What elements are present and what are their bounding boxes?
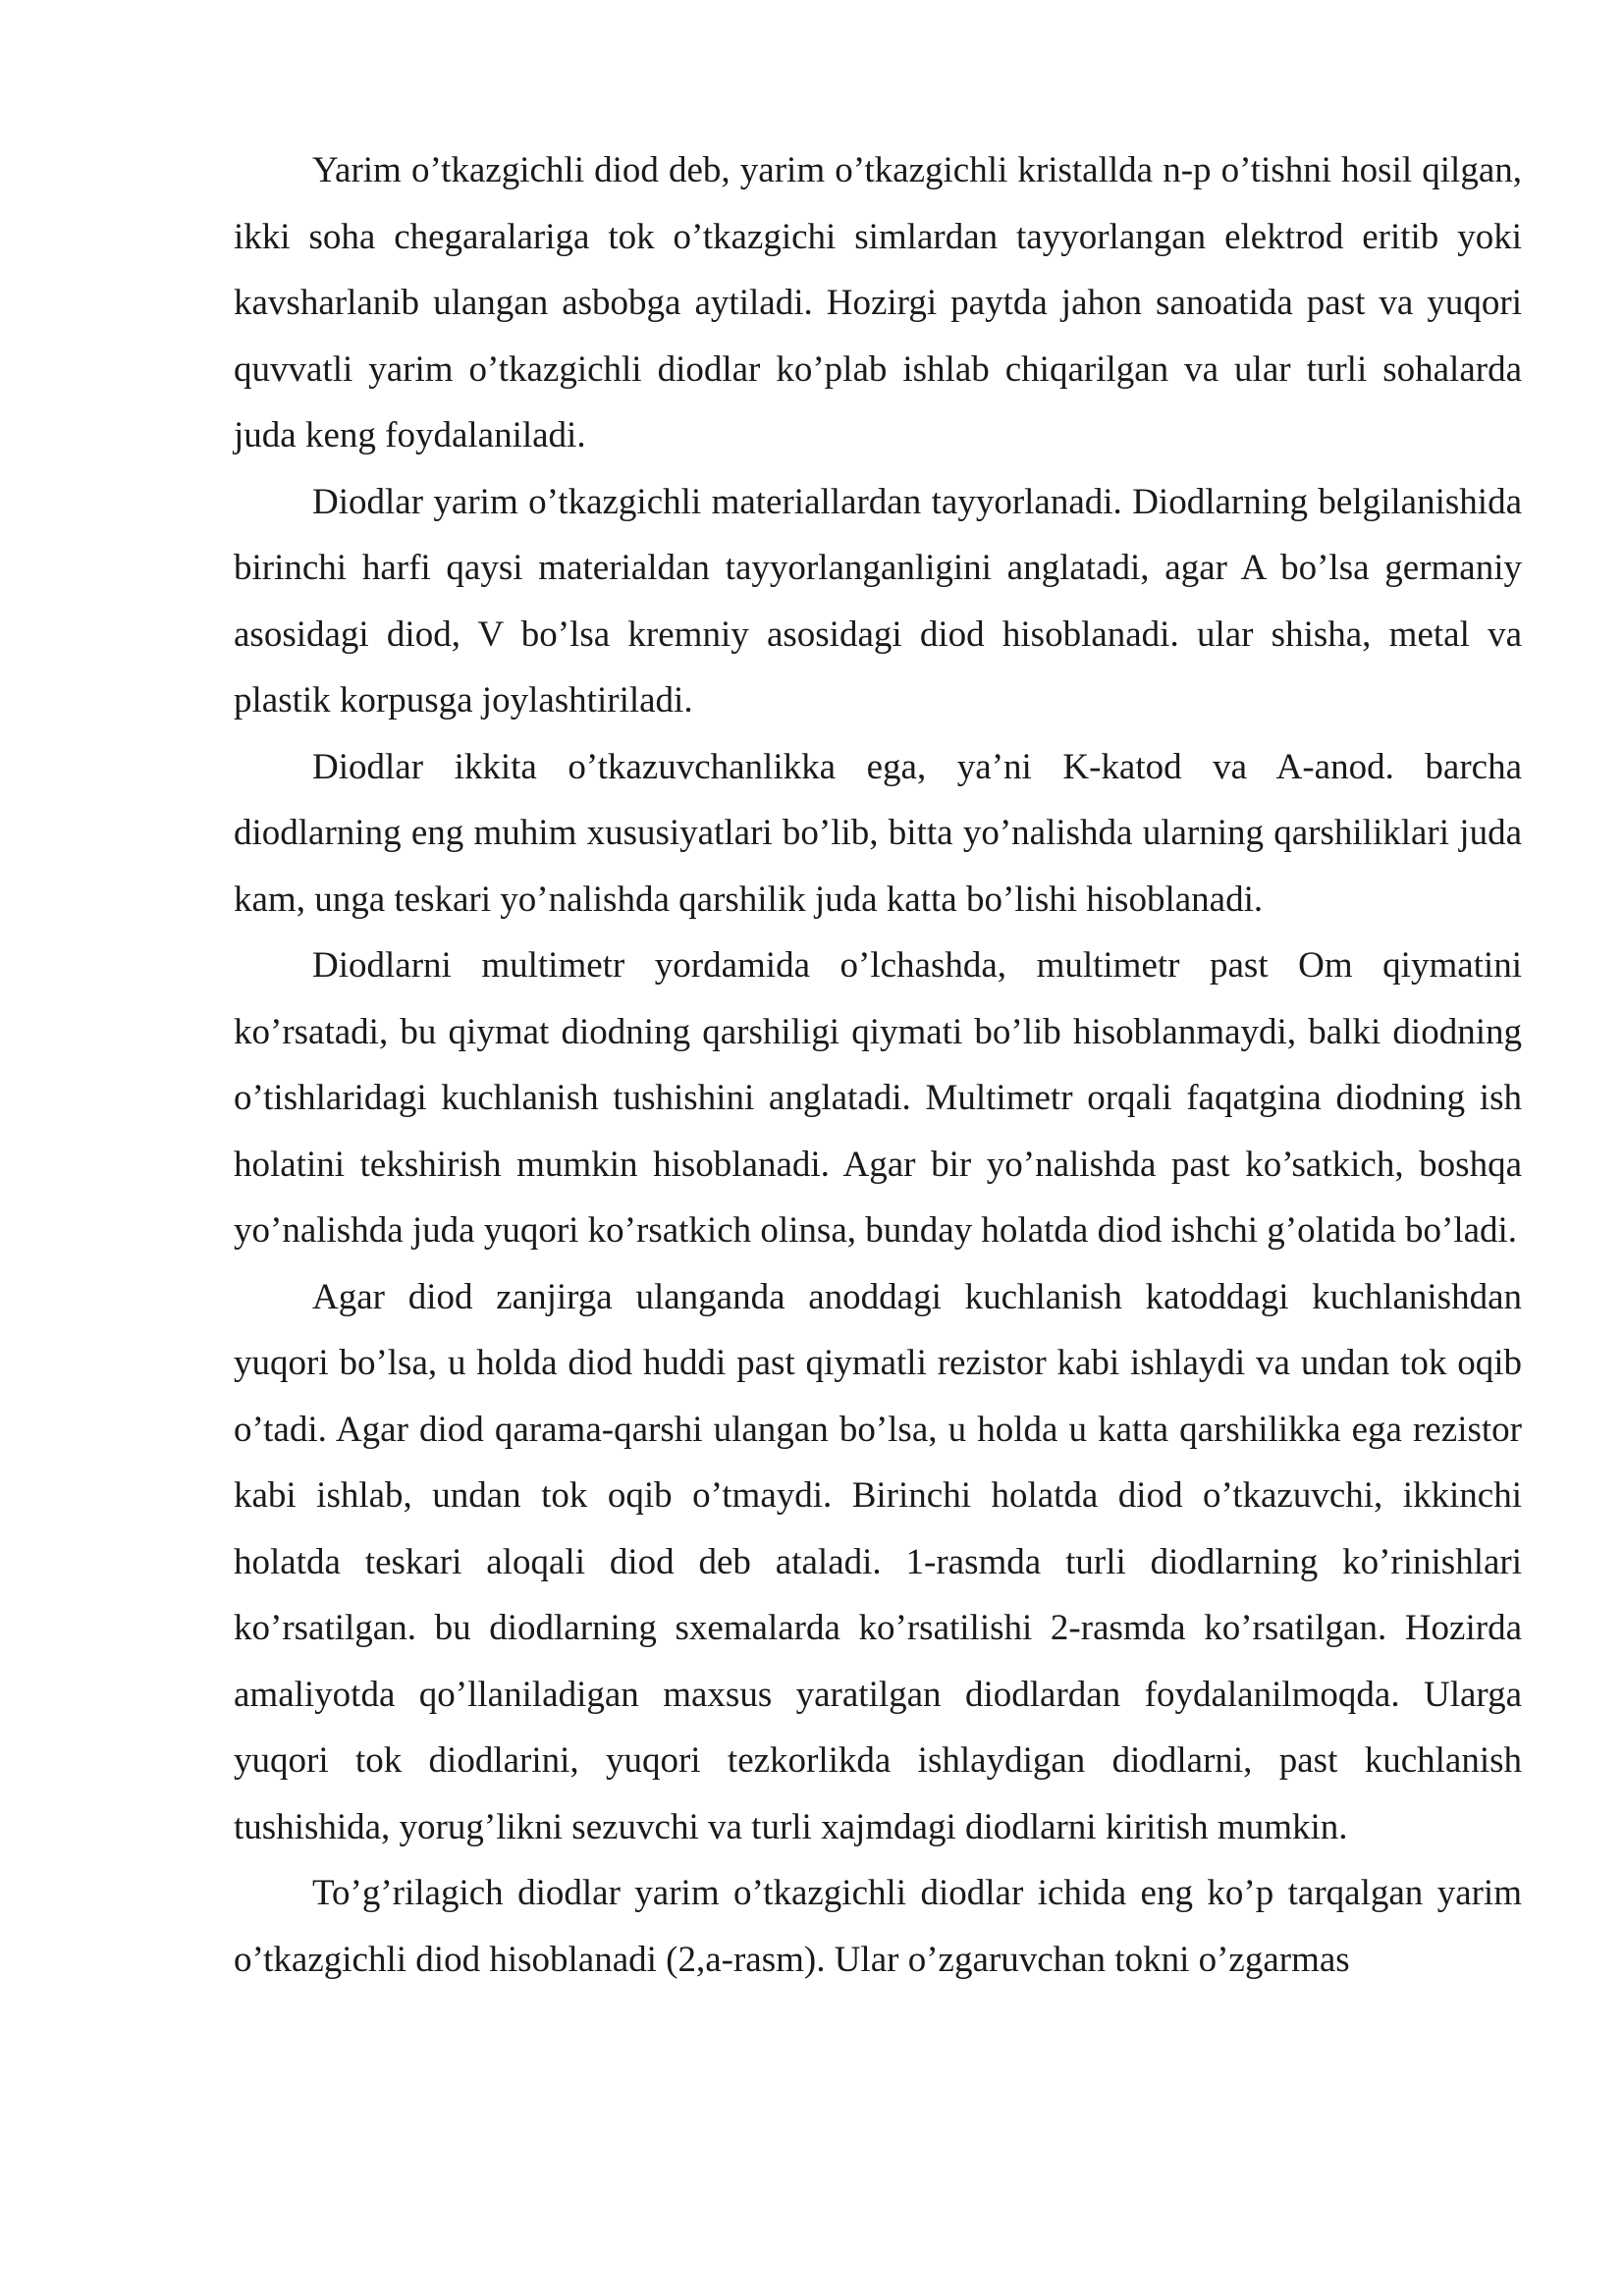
paragraph-diode-conductivity: Diodlar ikkita o’tkazuvchanlikka ega, ya’ni K-katod va A-anod. barcha diodlarning eng muhim xususiyatlari bo’lib, bitta yo’nalishda ularning qarshiliklari juda kam, unga teskari yo’nalishda qarshilik juda katta bo’lishi hisoblanadi. [234, 746, 1522, 920]
paragraph-diode-definition: Yarim o’tkazgichli diod deb, yarim o’tkazgichli kristallda n-p o’tishni hosil qilgan, ikki soha chegaralariga tok o’tkazgichi simlardan tayyorlangan elektrod eritib yoki kavsharlanib ulangan asbobga aytiladi. Hozirgi paytda jahon sanoatida past va yuqori quvvatli yarim o’tkazgichli diodlar ko’plab ishlab chiqarilgan va ular turli sohalarda juda keng foydalaniladi. [234, 150, 1522, 455]
paragraph-diode-circuit-behavior: Agar diod zanjirga ulanganda anoddagi kuchlanish katoddagi kuchlanishdan yuqori bo’lsa, u holda diod huddi past qiymatli rezistor kabi ishlaydi va undan tok oqib o’tadi. Agar diod qarama-qarshi ulangan bo’lsa, u holda u katta qarshilikka ega rezistor kabi ishlab, undan tok oqib o’tmaydi. Birinchi holatda diod o’tkazuvchi, ikkinchi holatda teskari aloqali diod deb ataladi. 1-rasmda turli diodlarning ko’rinishlari ko’rsatilgan. bu diodlarning sxemalarda ko’rsatilishi 2-rasmda ko’rsatilgan. Hozirda amaliyotda qo’llaniladigan maxsus yaratilgan diodlardan foydalanilmoqda. Ularga yuqori tok diodlarini, yuqori tezkorlikda ishlaydigan diodlarni, past kuchlanish tushishida, yorug’likni sezuvchi va turli xajmdagi diodlarni kiritish mumkin. [234, 1276, 1522, 1847]
document-page [234, 137, 1522, 1993]
paragraph-rectifier-diodes: To’g’rilagich diodlar yarim o’tkazgichli diodlar ichida eng ko’p tarqalgan yarim o’tkazgichli diod hisoblanadi (2,a-rasm). Ular o’zgaruvchan tokni o’zgarmas [234, 1873, 1522, 1980]
paragraph-multimeter-measurement: Diodlarni multimetr yordamida o’lchashda, multimetr past Om qiymatini ko’rsatadi, bu qiymat diodning qarshiligi qiymati bo’lib hisoblanmaydi, balki diodning o’tishlaridagi kuchlanish tushishini anglatadi. Multimetr orqali faqatgina diodning ish holatini tekshirish mumkin hisoblanadi. Agar bir yo’nalishda past ko’satkich, boshqa yo’nalishda juda yuqori ko’rsatkich olinsa, bunday holatda diod ishchi g’olatida bo’ladi. [234, 945, 1522, 1251]
paragraph-diode-materials: Diodlar yarim o’tkazgichli materiallardan tayyorlanadi. Diodlarning belgilanishida birinchi harfi qaysi materialdan tayyorlanganligini anglatadi, agar A bo’lsa germaniy asosidagi diod, V bo’lsa kremniy asosidagi diod hisoblanadi. ular shisha, metal va plastik korpusga joylashtiriladi. [234, 481, 1522, 721]
